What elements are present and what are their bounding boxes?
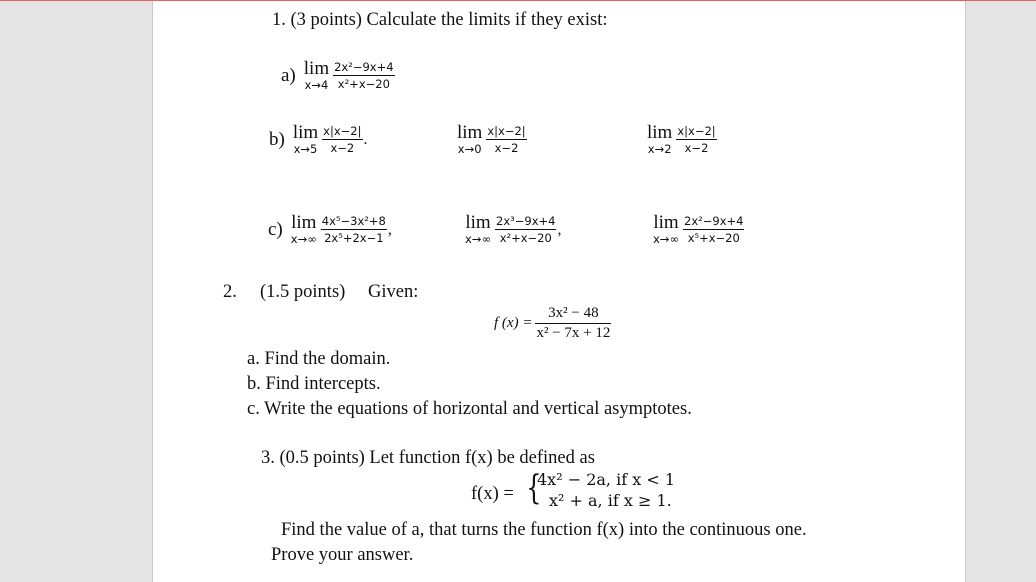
q1-c-label: c) [268, 218, 283, 240]
numerator: 2x²−9x+4 [334, 60, 394, 74]
numerator: 2x²−9x+4 [684, 214, 744, 228]
q1-c-limit-1 [268, 213, 392, 246]
fraction-bar [495, 229, 556, 230]
fraction-bar [676, 139, 716, 140]
denominator: x²+x−20 [337, 77, 390, 91]
numerator: x|x−2| [677, 124, 716, 138]
denominator: 2x⁵+2x−1 [324, 231, 384, 245]
denominator: x−2 [330, 141, 355, 155]
lim-word: lim [465, 212, 491, 233]
lim-word: lim [303, 58, 330, 79]
lim-operator [647, 123, 672, 156]
fraction-bar [486, 139, 526, 140]
piece-1: 4x² − 2a, if x < 1 [537, 470, 675, 489]
q3-task-line-1: Find the value of a, that turns the function f(x) into the continuous one. [281, 520, 807, 540]
punctuation: , [557, 220, 562, 238]
fraction-bar [535, 323, 611, 324]
fraction [535, 305, 611, 342]
lim-word: lim [292, 122, 319, 143]
q1-a-limit [281, 59, 395, 92]
lim-operator [293, 123, 318, 156]
fraction-bar [333, 75, 394, 76]
q1-a-label: a) [281, 64, 296, 86]
document-page [152, 1, 966, 582]
lim-subscript: x→∞ [290, 232, 317, 246]
fraction [333, 60, 394, 91]
lim-operator [291, 213, 317, 246]
lim-word: lim [457, 122, 483, 143]
fraction-bar [321, 229, 387, 230]
fraction [321, 214, 387, 245]
fraction-bar [322, 139, 362, 140]
lim-subscript: x→5 [293, 142, 318, 156]
q2-number: 2. [223, 282, 237, 302]
numerator: x|x−2| [323, 124, 362, 138]
lim-operator [653, 213, 679, 246]
denominator: x−2 [494, 141, 519, 155]
lim-subscript: x→∞ [465, 232, 492, 246]
denominator: x²+x−20 [499, 231, 552, 245]
denominator: x⁵+x−20 [687, 231, 740, 245]
numerator: 2x³−9x+4 [496, 214, 556, 228]
lim-word: lim [291, 212, 317, 233]
numerator: 4x⁵−3x²+8 [321, 214, 386, 228]
lim-operator [465, 213, 491, 246]
q2-points: (1.5 points) [260, 282, 346, 302]
q1-heading: 1. (3 points) Calculate the limits if they exist: [272, 10, 608, 30]
punctuation: , [387, 220, 392, 238]
numerator: x|x−2| [487, 124, 526, 138]
q1-c-limit-2 [465, 213, 561, 246]
numerator: 3x² − 48 [548, 305, 599, 321]
q1-b-label: b) [269, 128, 285, 150]
left-brace-icon: { [526, 468, 542, 508]
q3-function-lhs: f(x) = [471, 484, 514, 504]
punctuation: . [363, 130, 368, 148]
q1-c-limit-3 [653, 213, 744, 246]
fraction [322, 124, 362, 155]
q2-task-c: c. Write the equations of horizontal and vertical asymptotes. [247, 399, 692, 419]
lim-operator [457, 123, 482, 156]
q2-task-a: a. Find the domain. [247, 349, 391, 369]
fraction [683, 214, 744, 245]
lim-subscript: x→0 [457, 142, 482, 156]
lim-word: lim [653, 212, 679, 233]
piece-2: x² + a, if x ≥ 1. [549, 491, 672, 510]
fraction [676, 124, 716, 155]
fraction [495, 214, 556, 245]
fraction-bar [683, 229, 744, 230]
q2-function-definition [494, 305, 611, 342]
q1-b-limit-3 [647, 123, 717, 156]
q1-b-limit-1 [269, 123, 368, 156]
q3-heading: 3. (0.5 points) Let function f(x) be defined as [261, 448, 595, 468]
q2-given: Given: [368, 282, 419, 302]
q1-b-limit-2 [457, 123, 527, 156]
q2-task-b: b. Find intercepts. [247, 374, 381, 394]
denominator: x² − 7x + 12 [536, 325, 611, 341]
denominator: x−2 [684, 141, 709, 155]
fraction [486, 124, 526, 155]
lim-subscript: x→4 [304, 78, 329, 92]
q3-task-line-2: Prove your answer. [271, 545, 414, 565]
lim-word: lim [647, 122, 673, 143]
lim-subscript: x→2 [647, 142, 672, 156]
lim-operator [304, 59, 329, 92]
lim-subscript: x→∞ [653, 232, 680, 246]
function-lhs: f (x) = [494, 315, 533, 331]
